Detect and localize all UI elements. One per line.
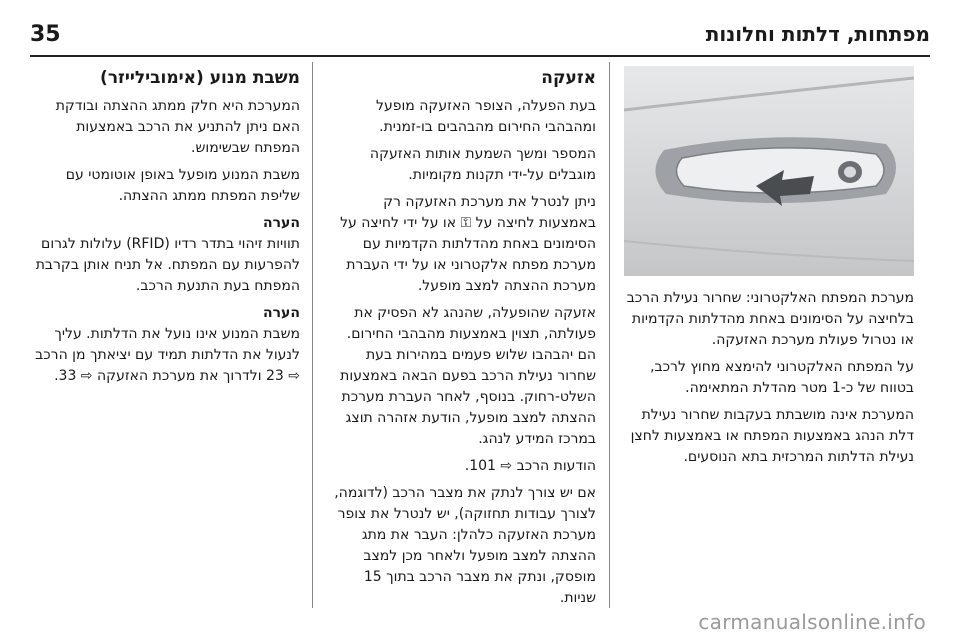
note-body-1: תוויות זיהוי בתדר רדיו (RFID) עלולות לגרום להפרעות עם המפתח. אל תניח אותן בקרבת המפתח בעת התנעת הרכב.: [35, 236, 300, 294]
running-head: מפתחות, דלתות וחלונות: [705, 22, 930, 46]
immobiliser-paragraph-1: המערכת היא חלק ממתג ההצתה ובודקת האם ניתן להתניע את הרכב באמצעות המפתח שבשימוש.: [55, 98, 300, 156]
alarm-paragraph-1: בעת הפעלה, הצופר האזעקה מופעל ומהבהבי החירום מהבהבים בו-זמנית.: [376, 98, 596, 135]
immobiliser-heading: משבת מנוע (אימובילייזר): [100, 68, 300, 88]
door-handle-illustration: [624, 66, 914, 276]
alarm-paragraph-6: אם יש צורך לנתק את מצבר הרכב (לדוגמה, לצורך עבודות תחזוקה), יש לנטרל את צופר מערכת האזעקה כלהלן: העבר את מתג ההצתה למצב מופעל ולאחר מכן למצב מופסק, ונתק את מצבר הרכב בתוך 15 שניות.: [334, 485, 596, 606]
keyless-paragraph-1: מערכת המפתח האלקטרוני: שחרור נעילת הרכב בלחיצה על הסימונים באחת מהדלתות הקדמיות או נטרול פעולת מערכת האזעקה.: [626, 290, 914, 348]
watermark: carmanualsonline.info: [698, 610, 926, 634]
note-heading-1: הערה: [263, 215, 300, 231]
alarm-paragraph-2: המספר ומשך השמעת אותות האזעקה מוגבלים על-ידי תקנות מקומיות.: [369, 146, 596, 183]
middle-column: [326, 66, 596, 615]
door-handle-drawing: [624, 66, 914, 276]
note-body-2: משבת המנוע אינו נועל את הדלתות. עליך לנעול את הדלתות תמיד עם יציאתך מן הרכב ⇨ 23 ולדרוך את מערכת האזעקה ⇨ 33.: [35, 326, 300, 384]
alarm-paragraph-3: ניתן לנטרל את מערכת האזעקה רק באמצעות לחיצה על ⚿ או על ידי לחיצה על הסימונים באחת מהדלתות הקדמיות עם מערכת מפתח אלקטרוני או על ידי העברת מערכת ההצתה למצב מופעל.: [340, 194, 596, 294]
keyless-paragraph-3: המערכת אינה מושבתת בעקבות שחרור נעילת דלת הנהג באמצעות המפתח או באמצעות לחצן נעילת הדלתות המרכזית בתא הנוסעים.: [630, 407, 914, 465]
note-heading-2: הערה: [263, 305, 300, 321]
right-column: [624, 288, 914, 474]
left-column: [30, 66, 300, 393]
alarm-heading: אזעקה: [541, 68, 596, 88]
immobiliser-paragraph-2: משבת המנוע מופעל באופן אוטומטי עם שליפת המפתח ממתג ההצתה.: [65, 167, 300, 204]
keyless-paragraph-2: על המפתח האלקטרוני להימצא מחוץ לרכב, בטווח של כ-1 מטר מהדלת המתאימה.: [650, 359, 914, 396]
alarm-paragraph-5: הודעות הרכב ⇨ 101.: [464, 458, 596, 474]
alarm-paragraph-4: אזעקה שהופעלה, שהנהג לא הפסיק את פעולתה, תצוין באמצעות מהבהבי החירום. הם יהבהבו שלוש פעמים במהירות בעת שחרור נעילת הרכב בפעם הבאה באמצעות השלט-רחוק. בנוסף, לאחר העברת מערכת ההצתה למצב מופעל, הודעת אזהרה תוצג במרכז המידע לנהג.: [340, 305, 596, 447]
page-header: [30, 12, 930, 52]
page-number: 35: [30, 22, 61, 47]
column-divider-right: [609, 62, 610, 608]
header-rule: [30, 55, 930, 57]
column-divider-left: [312, 62, 313, 608]
